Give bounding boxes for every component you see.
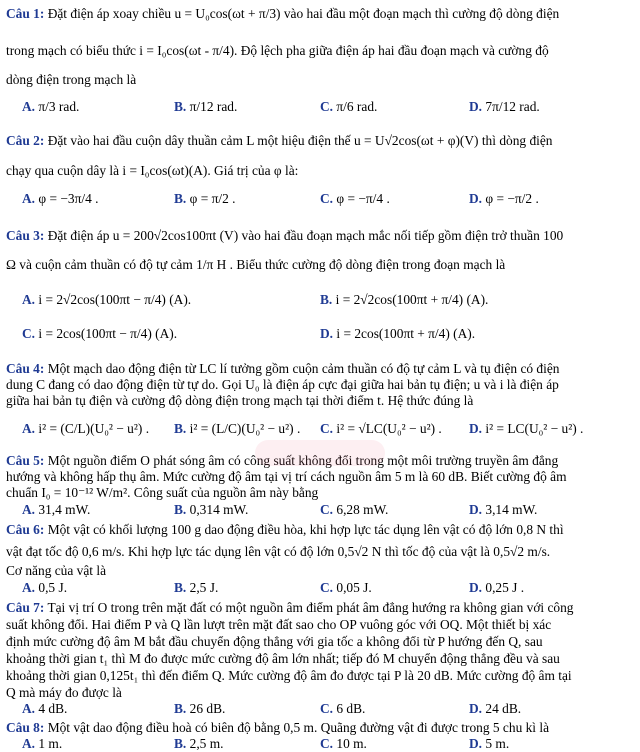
q4-option-c[interactable]: C. i² = √LC(U₀² − u²) . <box>320 421 442 436</box>
q2-line1: Câu 2: Đặt vào hai đầu cuộn dây thuần cảm L một hiệu điện thế u = U√2cos(ωt + φ)(V) thì dòng điện <box>6 133 553 148</box>
q6-option-b[interactable]: B. 2,5 J. <box>174 580 219 595</box>
watermark-graphic <box>255 440 385 466</box>
q4-option-d[interactable]: D. i² = LC(U₀² − u²) . <box>469 421 584 436</box>
q4-option-a[interactable]: A. i² = (C/L)(U₀² − u²) . <box>22 421 150 436</box>
q1-option-d[interactable]: D. 7π/12 rad. <box>469 99 540 114</box>
q1-line1: Câu 1: Đặt điện áp xoay chiều u = U₀cos(ωt + π/3) vào hai đầu một đoạn mạch thì cường độ dòng điện <box>6 6 560 21</box>
q8-option-a[interactable]: A. 1 m. <box>22 736 63 751</box>
q2-line2: chạy qua cuộn dây là i = I₀cos(ωt)(A). Giá trị của φ là: <box>6 163 299 178</box>
q3-option-b[interactable]: B. i = 2√2cos(100πt + π/4) (A). <box>320 292 489 307</box>
q1-option-c[interactable]: C. π/6 rad. <box>320 99 378 114</box>
q3-option-d[interactable]: D. i = 2cos(100πt + π/4) (A). <box>320 326 476 341</box>
q7-option-b[interactable]: B. 26 dB. <box>174 701 226 716</box>
q1-line3: dòng điện trong mạch là <box>6 72 137 87</box>
q2-label: Câu 2: <box>6 133 45 148</box>
q8-option-c[interactable]: C. 10 m. <box>320 736 367 751</box>
q1-option-b[interactable]: B. π/12 rad. <box>174 99 238 114</box>
q8-label: Câu 8: <box>6 720 45 735</box>
q4-line3: giữa hai bản tụ điện và cường độ dòng điện trong mạch tại thời điểm t. Hệ thức đúng là <box>6 393 474 408</box>
q8-line1: Câu 8: Một vật dao động điều hoà có biên độ bằng 0,5 m. Quãng đường vật đi được trong 5 chu kì là <box>6 720 550 735</box>
q6-label: Câu 6: <box>6 522 45 537</box>
q5-line1: Câu 5: Một nguồn điểm O phát sóng âm có công suất không đổi trong một môi trường truyền âm đẳng <box>6 453 559 468</box>
q7-line5: khoảng thời gian 0,125t₁ thì đến điểm Q. Mức cường độ âm đo được tại P là 20 dB. Mức cường độ âm tại <box>6 668 572 683</box>
q6-option-a[interactable]: A. 0,5 J. <box>22 580 68 595</box>
q7-line3: định mức cường độ âm M bắt đầu chuyển động thẳng với gia tốc a không đổi từ P hướng đến Q, sau <box>6 634 543 649</box>
q1-label: Câu 1: <box>6 6 45 21</box>
q3-line2: Ω và cuộn cảm thuần có độ tự cảm 1/π H . Biểu thức cường độ dòng điện trong đoạn mạch là <box>6 257 506 272</box>
q7-option-c[interactable]: C. 6 dB. <box>320 701 366 716</box>
q8-option-d[interactable]: D. 5 m. <box>469 736 510 751</box>
q5-line3: chuẩn I₀ = 10⁻¹² W/m². Công suất của nguồn âm này bằng <box>6 485 319 500</box>
q5-line2: hướng và không hấp thụ âm. Mức cường độ âm tại vị trí cách nguồn âm 5 m là 60 dB. Biết cường độ âm <box>6 469 567 484</box>
q1-line2: trong mạch có biểu thức i = I₀cos(ωt - π/4). Độ lệch pha giữa điện áp hai đầu đoạn mạch và cường độ <box>6 43 549 58</box>
q6-option-c[interactable]: C. 0,05 J. <box>320 580 372 595</box>
q3-option-c[interactable]: C. i = 2cos(100πt − π/4) (A). <box>22 326 178 341</box>
q4-option-b[interactable]: B. i² = (L/C)(U₀² − u²) . <box>174 421 301 436</box>
q5-option-b[interactable]: B. 0,314 mW. <box>174 502 249 517</box>
q7-line2: suất không đổi. Hai điểm P và Q lần lượt trên mặt đất sao cho OP vuông góc với OQ. Một thiết bị xác <box>6 617 552 632</box>
q3-option-a[interactable]: A. i = 2√2cos(100πt − π/4) (A). <box>22 292 192 307</box>
q8-option-b[interactable]: B. 2,5 m. <box>174 736 224 751</box>
q5-option-c[interactable]: C. 6,28 mW. <box>320 502 389 517</box>
q6-option-d[interactable]: D. 0,25 J . <box>469 580 525 595</box>
q6-line1: Câu 6: Một vật có khối lượng 100 g dao động điều hòa, khi hợp lực tác dụng lên vật có độ lớn 0,8 N thì <box>6 522 564 537</box>
q7-line4: khoảng thời gian t₁ thì M đo được mức cường độ âm lớn nhất; tiếp đó M chuyển động thẳng đều và sau <box>6 651 560 666</box>
q1-option-a[interactable]: A. π/3 rad. <box>22 99 80 114</box>
q7-line6: Q mà máy đo được là <box>6 685 122 700</box>
q2-option-d[interactable]: D. φ = −π/2 . <box>469 191 539 206</box>
q7-option-a[interactable]: A. 4 dB. <box>22 701 68 716</box>
q4-line2: dung C đang có dao động điện từ tự do. Gọi U₀ là điện áp cực đại giữa hai bản tụ điện; u và i là điện áp <box>6 377 559 392</box>
q7-option-d[interactable]: D. 24 dB. <box>469 701 522 716</box>
q4-label: Câu 4: <box>6 361 45 376</box>
q7-label: Câu 7: <box>6 600 45 615</box>
q3-label: Câu 3: <box>6 228 45 243</box>
q7-line1: Câu 7: Tại vị trí O trong trên mặt đất có một nguồn âm điểm phát âm đẳng hướng ra không gian với công <box>6 600 574 615</box>
q2-option-c[interactable]: C. φ = −π/4 . <box>320 191 390 206</box>
q5-option-d[interactable]: D. 3,14 mW. <box>469 502 538 517</box>
q2-option-b[interactable]: B. φ = π/2 . <box>174 191 236 206</box>
q5-option-a[interactable]: A. 31,4 mW. <box>22 502 91 517</box>
q5-label: Câu 5: <box>6 453 45 468</box>
q4-line1: Câu 4: Một mạch dao động điện từ LC lí tưởng gồm cuộn cảm thuần có độ tự cảm L và tụ điện có điện <box>6 361 560 376</box>
q6-line2: vật đạt tốc độ 0,6 m/s. Khi hợp lực tác dụng lên vật có độ lớn 0,5√2 N thì tốc độ của vật là 0,5√2 m/s. <box>6 544 551 559</box>
q6-line3: Cơ năng của vật là <box>6 563 107 578</box>
q3-line1: Câu 3: Đặt điện áp u = 200√2cos100πt (V) vào hai đầu đoạn mạch mắc nối tiếp gồm điện trở thuần 100 <box>6 228 564 243</box>
q2-option-a[interactable]: A. φ = −3π/4 . <box>22 191 99 206</box>
